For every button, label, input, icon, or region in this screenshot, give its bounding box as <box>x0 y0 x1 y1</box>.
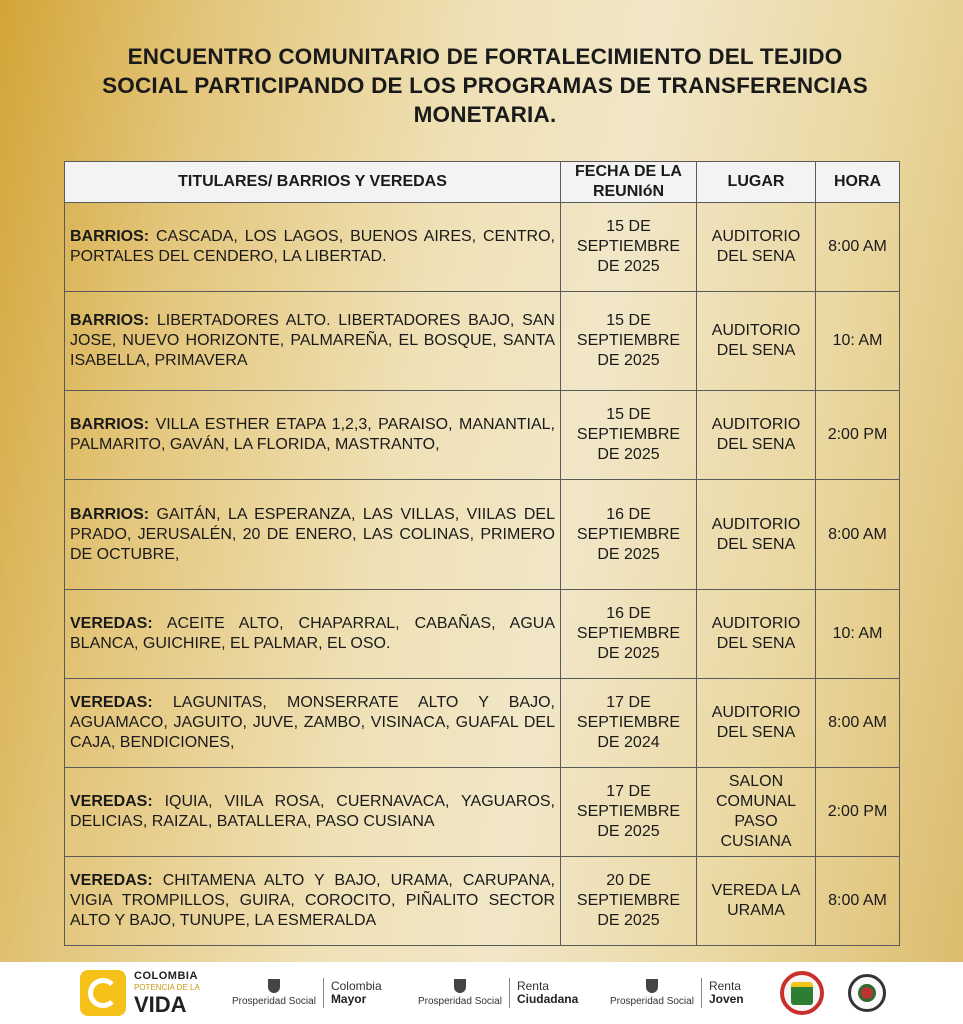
hora-cell: 2:00 PM <box>816 768 900 857</box>
fecha-cell: 15 DE SEPTIEMBRE DE 2025 <box>561 391 697 480</box>
title-line-3: MONETARIA. <box>413 102 557 127</box>
hora-cell: 8:00 AM <box>816 857 900 946</box>
zona-label: VEREDAS: <box>70 615 153 632</box>
municipal-seal-icon <box>780 971 824 1015</box>
colombia-mayor-logo <box>232 962 382 1024</box>
renta-ciudadana-logo <box>418 962 578 1024</box>
national-shield-icon <box>454 979 466 993</box>
zona-cell <box>65 480 561 590</box>
lugar-cell: SALON COMUNAL PASO CUSIANA <box>697 768 816 857</box>
table-row <box>65 480 900 590</box>
hora-cell: 10: AM <box>816 590 900 679</box>
table-header-row <box>65 162 900 203</box>
prosperidad-social-text: Prosperidad Social <box>610 996 694 1007</box>
fecha-cell: 15 DE SEPTIEMBRE DE 2025 <box>561 292 697 391</box>
zona-label: VEREDAS: <box>70 872 153 889</box>
hora-cell: 8:00 AM <box>816 480 900 590</box>
footer-logo-bar <box>0 962 963 1024</box>
zona-cell <box>65 768 561 857</box>
table-row <box>65 768 900 857</box>
schedule-table <box>64 161 900 946</box>
fecha-cell: 17 DE SEPTIEMBRE DE 2024 <box>561 679 697 768</box>
zona-list: IQUIA, VIILA ROSA, CUERNAVACA, YAGUAROS, DELICIAS, RAIZAL, BATALLERA, PASO CUSIANA <box>70 793 556 830</box>
page-title <box>60 42 910 129</box>
zona-cell <box>65 203 561 292</box>
zona-cell <box>65 857 561 946</box>
lugar-cell: AUDITORIO DEL SENA <box>697 590 816 679</box>
prosperidad-social-text: Prosperidad Social <box>418 996 502 1007</box>
program-name-bold: Mayor <box>330 992 367 1006</box>
national-shield-icon <box>268 979 280 993</box>
renta-joven-logo <box>610 962 744 1024</box>
fecha-cell: 20 DE SEPTIEMBRE DE 2025 <box>561 857 697 946</box>
colombia-vida-icon <box>80 970 126 1016</box>
program-name-bold: Ciudadana <box>516 992 579 1006</box>
fecha-cell: 16 DE SEPTIEMBRE DE 2025 <box>561 590 697 679</box>
zona-list: ACEITE ALTO, CHAPARRAL, CABAÑAS, AGUA BLANCA, GUICHIRE, EL PALMAR, EL OSO. <box>70 615 555 652</box>
prosperidad-social-text: Prosperidad Social <box>232 996 316 1007</box>
logo-potencia-text: POTENCIA DE LA <box>134 983 200 992</box>
fecha-cell: 17 DE SEPTIEMBRE DE 2025 <box>561 768 697 857</box>
zona-cell <box>65 391 561 480</box>
lugar-cell: AUDITORIO DEL SENA <box>697 292 816 391</box>
table-row <box>65 590 900 679</box>
zona-list: LIBERTADORES ALTO. LIBERTADORES BAJO, SAN JOSE, NUEVO HORIZONTE, PALMAREÑA, EL BOSQUE, SANTA ISABELLA, PRIMAVERA <box>70 312 555 369</box>
institution-seal-icon <box>848 974 886 1012</box>
header-fecha: FECHA DE LA REUNIóN <box>561 162 697 203</box>
table-row <box>65 679 900 768</box>
program-name: Colombia <box>330 979 382 993</box>
zona-label: VEREDAS: <box>70 694 153 711</box>
hora-cell: 8:00 AM <box>816 679 900 768</box>
municipal-seal-logo <box>780 962 824 1024</box>
zona-list: GAITÁN, LA ESPERANZA, LAS VILLAS, VIILAS DEL PRADO, JERUSALÉN, 20 DE ENERO, LAS COLINAS, PRIMERO DE OCTUBRE, <box>70 505 555 563</box>
divider <box>323 978 324 1008</box>
header-lugar: LUGAR <box>697 162 816 203</box>
program-name: Renta <box>708 979 741 993</box>
hora-cell: 2:00 PM <box>816 391 900 480</box>
lugar-cell: AUDITORIO DEL SENA <box>697 679 816 768</box>
table-row <box>65 292 900 391</box>
zona-cell <box>65 590 561 679</box>
zona-list: CHITAMENA ALTO Y BAJO, URAMA, CARUPANA, VIGIA TROMPILLOS, GUIRA, COROCITO, PIÑALITO SECTOR ALTO Y BAJO, TUNUPE, LA ESMERALDA <box>70 872 555 929</box>
hora-cell: 8:00 AM <box>816 203 900 292</box>
table-row <box>65 857 900 946</box>
title-line-1: ENCUENTRO COMUNITARIO DE FORTALECIMIENTO DEL TEJIDO <box>127 44 843 69</box>
header-zonas: TITULARES/ BARRIOS Y VEREDAS <box>65 162 561 203</box>
table-row <box>65 391 900 480</box>
fecha-cell: 15 DE SEPTIEMBRE DE 2025 <box>561 203 697 292</box>
zona-label: BARRIOS: <box>70 416 150 433</box>
lugar-cell: AUDITORIO DEL SENA <box>697 480 816 590</box>
zona-list: VILLA ESTHER ETAPA 1,2,3, PARAISO, MANANTIAL, PALMARITO, GAVÁN, LA FLORIDA, MASTRANTO, <box>70 416 556 453</box>
logo-vida-text: VIDA <box>134 992 187 1017</box>
program-name: Renta <box>516 979 549 993</box>
logo-colombia-text: COLOMBIA <box>134 970 198 982</box>
header-hora: HORA <box>816 162 900 203</box>
zona-label: VEREDAS: <box>70 793 153 810</box>
national-shield-icon <box>646 979 658 993</box>
divider <box>701 978 702 1008</box>
lugar-cell: AUDITORIO DEL SENA <box>697 203 816 292</box>
zona-list: LAGUNITAS, MONSERRATE ALTO Y BAJO, AGUAMACO, JAGUITO, JUVE, ZAMBO, VISINACA, GUAFAL DEL CAJA, BENDICIONES, <box>70 694 555 751</box>
lugar-cell: AUDITORIO DEL SENA <box>697 391 816 480</box>
zona-label: BARRIOS: <box>70 505 150 523</box>
zona-label: BARRIOS: <box>70 312 150 329</box>
zona-cell <box>65 292 561 391</box>
zona-list: CASCADA, LOS LAGOS, BUENOS AIRES, CENTRO, PORTALES DEL CENDERO, LA LIBERTAD. <box>70 228 555 265</box>
zona-cell <box>65 679 561 768</box>
title-line-2: SOCIAL PARTICIPANDO DE LOS PROGRAMAS DE TRANSFERENCIAS <box>102 73 868 98</box>
zona-label: BARRIOS: <box>70 228 150 245</box>
table-row <box>65 203 900 292</box>
program-name-bold: Joven <box>708 992 744 1006</box>
divider <box>509 978 510 1008</box>
hora-cell: 10: AM <box>816 292 900 391</box>
lugar-cell: VEREDA LA URAMA <box>697 857 816 946</box>
secondary-seal-logo <box>848 962 886 1024</box>
fecha-cell: 16 DE SEPTIEMBRE DE 2025 <box>561 480 697 590</box>
colombia-potencia-vida-logo <box>80 962 200 1024</box>
